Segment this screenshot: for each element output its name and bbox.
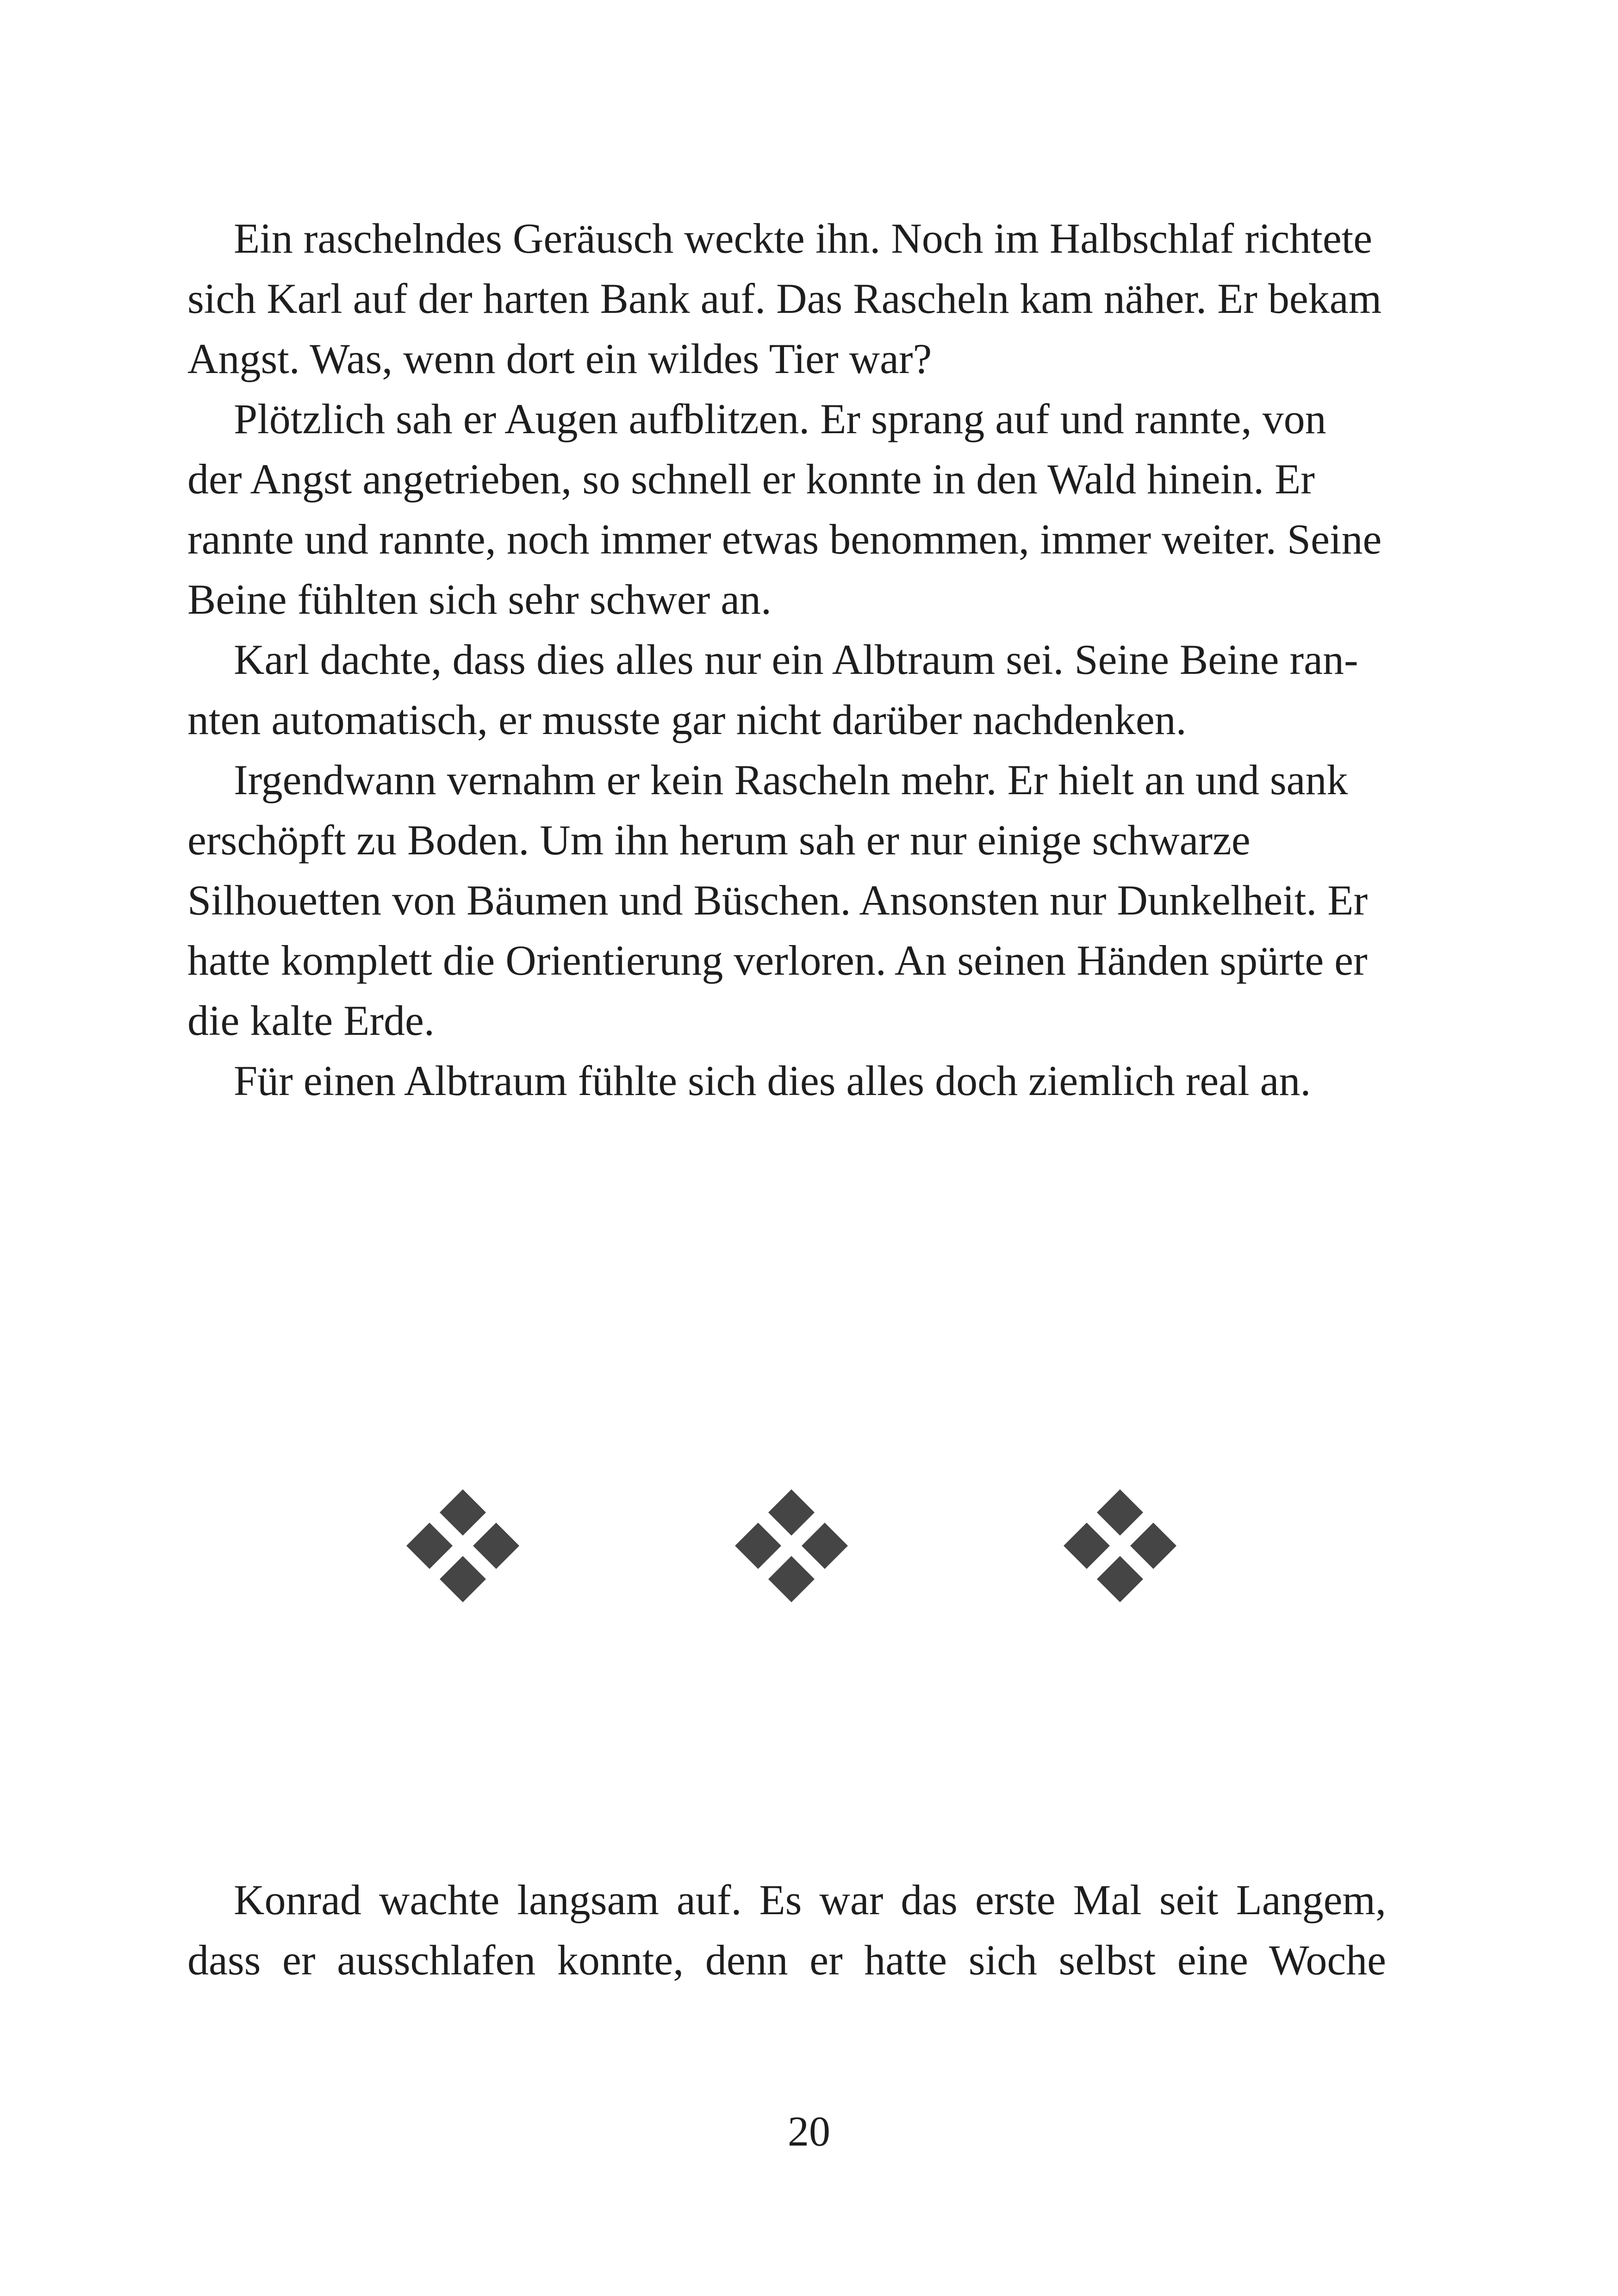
paragraph: Karl dachte, dass dies alles nur ein Albtraum sei. Seine Beine rannten automatisch, er musste gar nicht darüber nachdenken.	[187, 636, 1358, 743]
paragraph: Konrad wachte langsam auf. Es war das erste Mal seit Langem, dass er ausschlafen konnte, denn er hatte sich selbst eine Woche	[187, 1876, 1386, 1984]
page-number: 20	[788, 2108, 830, 2155]
text-block-top	[187, 208, 1386, 1111]
section-break-ornaments	[0, 1486, 1618, 1606]
paragraph: Ein raschelndes Geräusch weckte ihn. Noch im Halbschlaf richtete sich Karl auf der harten Bank auf. Das Rascheln kam näher. Er bekam Angst. Was, wenn dort ein wildes Tier war?	[187, 215, 1382, 382]
four-diamond-ornament-icon	[731, 1486, 852, 1606]
four-diamond-ornament-icon	[403, 1486, 523, 1606]
paragraph: Für einen Albtraum fühlte sich dies alles doch ziemlich real an.	[234, 1057, 1311, 1104]
four-diamond-ornament-icon	[1060, 1486, 1180, 1606]
text-block-bottom	[187, 1870, 1386, 1990]
paragraph: Plötzlich sah er Augen aufblitzen. Er sprang auf und rannte, von der Angst angetrieben, so schnell er konnte in den Wald hinein. Er rannte und rannte, noch immer etwas benommen, immer weiter. Seine Beine fühlten sich sehr schwer an.	[187, 395, 1382, 623]
paragraph: Irgendwann vernahm er kein Rascheln mehr. Er hielt an und sank erschöpft zu Boden. Um ihn herum sah er nur einige schwarze Silhouetten von Bäumen und Büschen. Ansonsten nur Dunkelheit. Er hatte komplett die Orientierung verloren. An seinen Händen spürte er die kalte Erde.	[187, 756, 1368, 1044]
